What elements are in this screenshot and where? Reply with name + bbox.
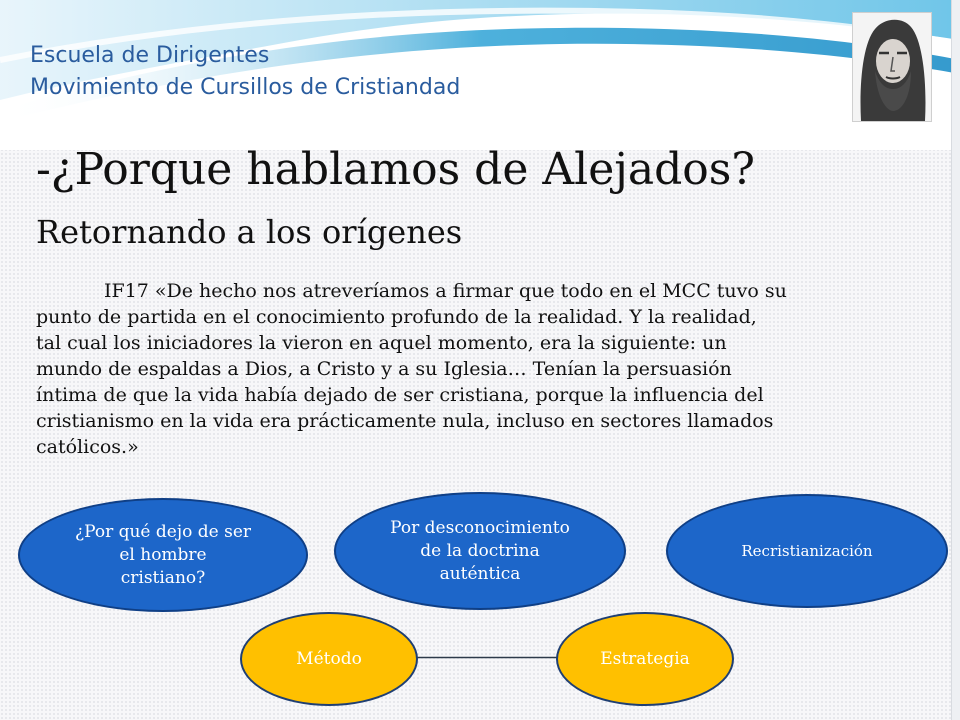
quote-line: cristianismo en la vida era prácticamente nula, incluso en sectores llamados	[36, 410, 774, 432]
header-text	[30, 40, 460, 104]
christ-portrait-image	[852, 12, 932, 122]
quote-first-line: IF17 «De hecho nos atreveríamos a firmar que todo en el MCC tuvo su	[104, 280, 787, 302]
method-strategy-connector	[416, 656, 560, 659]
oval-text-line: Método	[296, 649, 362, 669]
question-oval	[18, 498, 308, 612]
cause-oval	[334, 492, 626, 610]
oval-text-line: de la doctrina	[420, 540, 540, 561]
slide-title: -¿Porque hablamos de Alejados?	[36, 144, 755, 195]
school-name: Escuela de Dirigentes	[30, 43, 270, 68]
quote-line: tal cual los iniciadores la vieron en aquel momento, era la siguiente: un	[36, 332, 727, 354]
oval-text-line: ¿Por qué dejo de ser	[74, 521, 252, 542]
slide-right-edge	[951, 0, 960, 720]
oval-text-line: Estrategia	[600, 649, 690, 669]
solution-oval	[666, 494, 948, 608]
quote-line: íntima de que la vida había dejado de ser cristiana, porque la influencia del	[36, 384, 764, 406]
quote-line: católicos.»	[36, 436, 139, 458]
quote-line	[36, 278, 916, 304]
portrait-drawing	[853, 13, 931, 121]
slide-subtitle: Retornando a los orígenes	[36, 213, 463, 251]
method-oval	[240, 612, 418, 706]
oval-text-line: Por desconocimiento	[390, 517, 570, 538]
movement-name: Movimiento de Cursillos de Cristiandad	[30, 75, 461, 100]
oval-text-line: Recristianización	[741, 541, 873, 560]
quote-line: mundo de espaldas a Dios, a Cristo y a su Iglesia… Tenían la persuasión	[36, 358, 732, 380]
oval-text-line: el hombre	[119, 544, 207, 565]
quote-paragraph	[36, 278, 916, 460]
oval-text-line: auténtica	[439, 563, 521, 584]
oval-text-line: cristiano?	[120, 567, 206, 588]
strategy-oval	[556, 612, 734, 706]
quote-line: punto de partida en el conocimiento profundo de la realidad. Y la realidad,	[36, 306, 757, 328]
